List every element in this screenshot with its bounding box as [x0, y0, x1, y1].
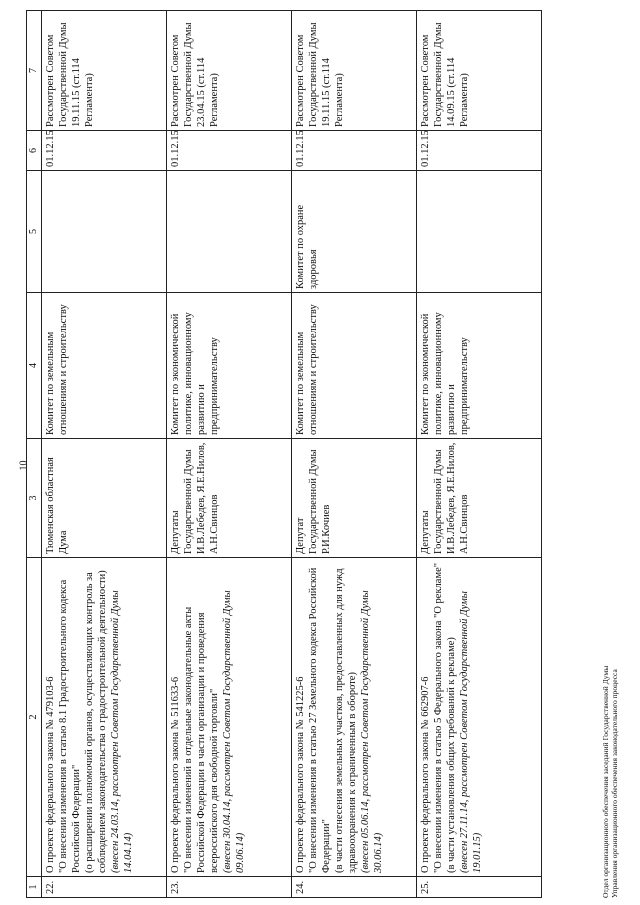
header-row [27, 11, 42, 898]
row-number: 25. [417, 877, 542, 898]
status-cell: Рассмотрен Советом Государственной Думы 19.11.15 (ст.114 Регламента) [292, 11, 417, 131]
row-number: 23. [167, 877, 292, 898]
status-cell: Рассмотрен Советом Государственной Думы 19.11.15 (ст.114 Регламента) [42, 11, 167, 131]
row-number: 22. [42, 877, 167, 898]
date-cell: 01.12.15 [167, 131, 292, 171]
table-row [292, 11, 417, 898]
page-number: 10 [18, 460, 30, 471]
bill-name: "О внесении изменения в статью 8.1 Градостроительного кодекса Российской Федерации" [58, 579, 82, 873]
committee-cell: Комитет по экономической политике, инновационному развитию и предпринимательству [167, 293, 292, 439]
bill-cell [292, 558, 417, 877]
bill-cell [42, 558, 167, 877]
committee-cell: Комитет по земельным отношениям и строительству [292, 293, 417, 439]
author-cell: Депутат Государственной Думы Р.И.Кочиев [292, 439, 417, 558]
col-header-2: 2 [27, 558, 42, 877]
bill-name: "О внесении изменения в статью 5 Федерального закона "О рекламе" [433, 562, 444, 873]
author-cell: Тюменская областная Дума [42, 439, 167, 558]
bill-intro: (внесен 27.11.14, рассмотрен Советом Государственной Думы 19.01.15) [459, 591, 483, 873]
footer-line: Отдел организационного обеспечения заседаний Государственной Думы [601, 665, 610, 898]
bill-note: (в части отнесения земельных участков, предоставленных для нужд здравоохранения к ограниченным в обороте) [334, 568, 358, 873]
bill-title: О проекте федерального закона № 511633-6 [170, 676, 181, 873]
bill-title: О проекте федерального закона № 541225-6 [295, 676, 306, 873]
status-cell: Рассмотрен Советом Государственной Думы 14.09.15 (ст.114 Регламента) [417, 11, 542, 131]
table-row [417, 11, 542, 898]
bill-cell [167, 558, 292, 877]
date-cell: 01.12.15 [292, 131, 417, 171]
table-row [42, 11, 167, 898]
status-cell: Рассмотрен Советом Государственной Думы 23.04.15 (ст.114 Регламента) [167, 11, 292, 131]
bill-intro: (внесен 30.04.14, рассмотрен Советом Государственной Думы 09.06.14) [222, 590, 246, 873]
col-header-3: 3 [27, 439, 42, 558]
bill-title: О проекте федерального закона № 662907-6 [420, 676, 431, 873]
bill-cell [417, 558, 542, 877]
co-committee-cell: Комитет по охране здоровья [292, 171, 417, 293]
bill-intro: (внесен 24.03.14, рассмотрен Советом Государственной Думы 14.04.14) [110, 590, 134, 873]
co-committee-cell [42, 171, 167, 293]
co-committee-cell [417, 171, 542, 293]
table-row [167, 11, 292, 898]
bills-table [26, 10, 542, 898]
committee-cell: Комитет по земельным отношениям и строительству [42, 293, 167, 439]
bill-note: (в части установления общих требований к рекламе) [446, 637, 457, 873]
co-committee-cell [167, 171, 292, 293]
col-header-1: 1 [27, 877, 42, 898]
date-cell: 01.12.15 [417, 131, 542, 171]
col-header-7: 7 [27, 11, 42, 131]
row-number: 24. [292, 877, 417, 898]
bill-name: "О внесении изменения в статью 27 Земельного кодекса Российской Федерации" [308, 567, 332, 873]
col-header-6: 6 [27, 131, 42, 171]
bill-name: "О внесении изменений в отдельные законодательные акты Российской Федерации в части организации и проведения всероссийского дня свободной торговли" [183, 606, 220, 873]
footer [601, 18, 619, 898]
bill-note: (о расширении полномочий органов, осуществляющих контроль за соблюдением законодательства о градостроительной деятельности) [84, 570, 108, 873]
author-cell: Депутаты Государственной Думы И.В.Лебедев, Я.Е.Нилов, А.Н.Свинцов [417, 439, 542, 558]
bill-intro: (внесен 05.06.14, рассмотрен Советом Государственной Думы 30.06.14) [360, 590, 384, 873]
bill-title: О проекте федерального закона № 479103-6 [45, 676, 56, 873]
author-cell: Депутаты Государственной Думы И.В.Лебедев, Я.Е.Нилов, А.Н.Свинцов [167, 439, 292, 558]
col-header-4: 4 [27, 293, 42, 439]
committee-cell: Комитет по экономической политике, инновационному развитию и предпринимательству [417, 293, 542, 439]
col-header-5: 5 [27, 171, 42, 293]
footer-line: Управления организационного обеспечения законодательного процесса [610, 669, 619, 898]
bills-sheet [26, 18, 619, 898]
date-cell: 01.12.15 [42, 131, 167, 171]
